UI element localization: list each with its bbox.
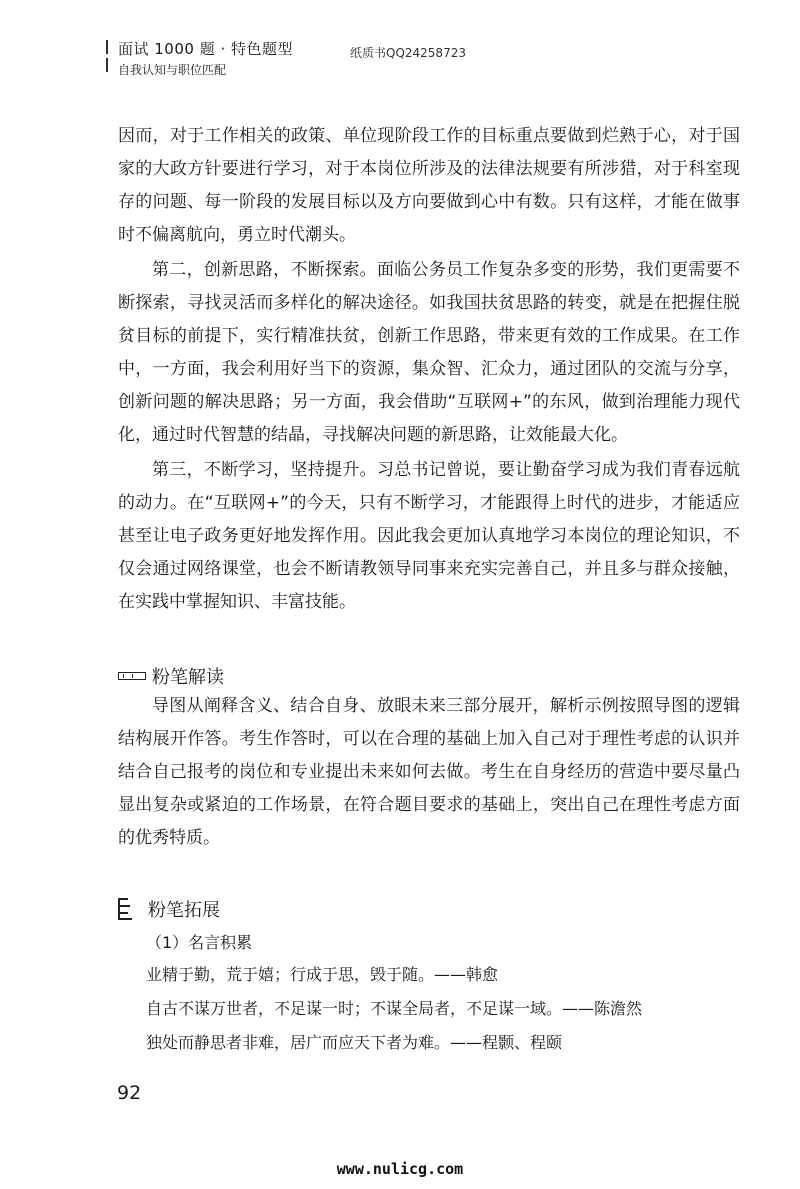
header-rule <box>106 40 112 72</box>
pencil-icon <box>118 672 146 680</box>
dotted-divider <box>20 1074 780 1076</box>
page-number: 92 <box>117 1082 142 1104</box>
section-heading-interpretation <box>118 663 224 689</box>
interpretation-paragraph: 导图从阐释含义、结合自身、放眼未来三部分展开，解析示例按照导图的逻辑结构展开作答。考生作答时，可以在合理的基础上加入自己对于理性考虑的认识并结合自己报考的岗位和专业提出未来如何去做。考生在自身经历的营造中要尽量凸显出复杂或紧迫的工作场景，在符合题目要求的基础上，突出自己在理性考虑方面的优秀特质。 <box>118 696 740 848</box>
running-header-subtitle: 自我认知与职位匹配 <box>118 63 227 77</box>
paragraph-point-two: 第二，创新思路，不断探索。面临公务员工作复杂多变的形势，我们更需要不断探索，寻找灵活而多样化的解决途径。如我国扶贫思路的转变，就是在把握住脱贫目标的前提下，实行精准扶贫，创新工作思路，带来更有效的工作成果。在工作中，一方面，我会利用好当下的资源，集众智、汇众力，通过团队的交流与分享，创新问题的解决思路；另一方面，我会借助“互联网+”的东风，做到治理能力现代化，通过时代智慧的结晶，寻找解决问题的新思路，让效能最大化。 <box>118 260 740 445</box>
section-title: 粉笔拓展 <box>148 900 220 921</box>
section-heading-extension <box>118 896 220 922</box>
running-header-title: 面试 1000 题 · 特色题型 <box>118 40 294 58</box>
quote-line: 业精于勤，荒于嬉；行成于思，毁于随。——韩愈 <box>146 965 499 984</box>
bottom-watermark: www.nulicg.com <box>336 1160 464 1178</box>
paragraph-continued: 因而，对于工作相关的政策、单位现阶段工作的目标重点要做到烂熟于心，对于国家的大政方针要进行学习，对于本岗位所涉及的法律法规要有所涉猎，对于科室现存的问题、每一阶段的发展目标以及方向要做到心中有数。只有这样，才能在做事时不偏离航向，勇立时代潮头。 <box>118 126 740 245</box>
paragraph-point-three: 第三，不断学习，坚持提升。习总书记曾说，要让勤奋学习成为我们青春远航的动力。在“互联网+”的今天，只有不断学习，才能跟得上时代的进步，才能适应甚至让电子政务更好地发挥作用。因此我会更加认真地学习本岗位的理论知识，不仅会通过网络课堂，也会不断请教领导同事来充实完善自己，并且多与群众接触，在实践中掌握知识、丰富技能。 <box>118 460 740 612</box>
top-watermark: 纸质书QQ24258723 <box>350 46 466 60</box>
quote-line: 自古不谋万世者，不足谋一时；不谋全局者，不足谋一域。——陈澹然 <box>146 999 643 1018</box>
book-icon <box>118 898 132 920</box>
section-title: 粉笔解读 <box>152 667 224 688</box>
quote-line: 独处而静思者非难，居广而应天下者为难。——程颢、程颐 <box>146 1033 563 1052</box>
list-heading-quotes: （1）名言积累 <box>146 933 253 952</box>
